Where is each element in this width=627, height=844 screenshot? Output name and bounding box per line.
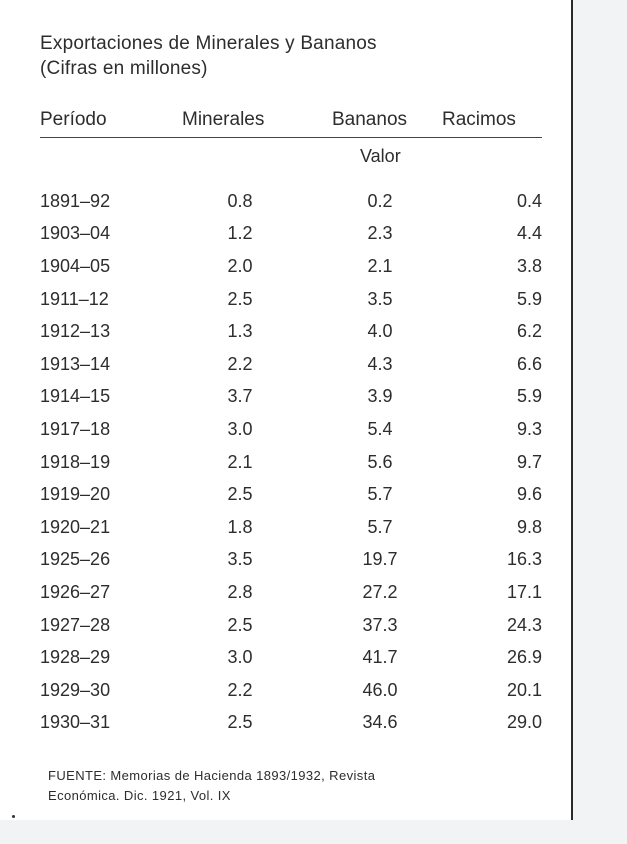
header-period: Período	[40, 109, 107, 130]
cell-period: 1917–18	[40, 418, 111, 439]
cell-bananas: 2.1	[367, 255, 393, 276]
cell-bananas: 19.7	[362, 549, 398, 570]
table-title	[40, 31, 377, 81]
cell-minerals: 2.5	[227, 712, 253, 733]
table-row	[40, 348, 542, 381]
cell-bunches: 17.1	[506, 581, 542, 602]
cell-bananas: 5.7	[367, 484, 393, 505]
stray-dot	[12, 815, 15, 818]
cell-minerals: 2.5	[227, 484, 253, 505]
cell-minerals: 2.5	[227, 614, 253, 635]
cell-bananas: 37.3	[362, 614, 398, 635]
cell-bunches: 6.2	[516, 321, 542, 342]
table-row	[40, 576, 542, 609]
cell-bananas: 34.6	[362, 712, 398, 733]
cell-period: 1913–14	[40, 353, 111, 374]
cell-period: 1927–28	[40, 614, 111, 635]
cell-minerals: 3.0	[227, 418, 253, 439]
cell-period: 1914–15	[40, 386, 111, 407]
cell-period: 1928–29	[40, 647, 111, 668]
cell-period: 1929–30	[40, 679, 111, 700]
header-bananas: Bananos	[332, 109, 408, 130]
cell-minerals: 2.0	[227, 255, 253, 276]
cell-period: 1891–92	[40, 190, 111, 211]
table-row	[40, 544, 542, 577]
cell-period: 1930–31	[40, 712, 111, 733]
cell-bunches: 9.8	[516, 516, 542, 537]
table-row	[40, 707, 542, 740]
cell-bunches: 9.7	[516, 451, 542, 472]
cell-minerals: 1.8	[227, 516, 253, 537]
cell-bunches: 29.0	[506, 712, 542, 733]
cell-bunches: 20.1	[506, 679, 542, 700]
cell-minerals: 2.5	[227, 288, 253, 309]
cell-period: 1904–05	[40, 255, 111, 276]
cell-bananas: 41.7	[362, 647, 398, 668]
cell-bunches: 9.3	[516, 418, 542, 439]
cell-bunches: 16.3	[506, 549, 542, 570]
cell-bananas: 4.3	[367, 353, 393, 374]
header-rule	[40, 137, 542, 138]
cell-minerals: 2.1	[227, 451, 253, 472]
cell-minerals: 1.3	[227, 321, 253, 342]
cell-bananas: 5.6	[367, 451, 393, 472]
cell-bananas: 5.7	[367, 516, 393, 537]
cell-bunches: 6.6	[516, 353, 542, 374]
cell-period: 1919–20	[40, 484, 111, 505]
source-line-1: FUENTE: Memorias de Hacienda 1893/1932, Revista	[48, 768, 376, 783]
cell-bunches: 5.9	[516, 386, 542, 407]
cell-bananas: 4.0	[367, 321, 393, 342]
source-line-2: Económica. Dic. 1921, Vol. IX	[48, 788, 231, 803]
cell-period: 1926–27	[40, 581, 111, 602]
cell-bananas: 3.5	[367, 288, 393, 309]
cell-period: 1912–13	[40, 321, 111, 342]
table-row	[40, 250, 542, 283]
cell-bananas: 0.2	[367, 190, 393, 211]
cell-bananas: 2.3	[367, 223, 393, 244]
cell-minerals: 1.2	[227, 223, 253, 244]
table-row	[40, 609, 542, 642]
title-line-1: Exportaciones de Minerales y Bananos	[40, 33, 377, 54]
header-minerals: Minerales	[182, 109, 265, 130]
exports-table-body	[40, 185, 542, 739]
cell-bunches: 9.6	[516, 484, 542, 505]
title-line-2: (Cifras en millones)	[40, 58, 208, 79]
cell-minerals: 3.0	[227, 647, 253, 668]
cell-minerals: 3.7	[227, 386, 253, 407]
cell-minerals: 3.5	[227, 549, 253, 570]
cell-period: 1918–19	[40, 451, 111, 472]
table-row	[40, 478, 542, 511]
source-note	[48, 766, 548, 806]
cell-bunches: 4.4	[516, 223, 542, 244]
table-row	[40, 446, 542, 479]
cell-period: 1920–21	[40, 516, 111, 537]
table-row	[40, 381, 542, 414]
table-row	[40, 185, 542, 218]
table-row	[40, 315, 542, 348]
cell-minerals: 0.8	[227, 190, 253, 211]
cell-period: 1911–12	[40, 288, 109, 309]
cell-bunches: 24.3	[506, 614, 542, 635]
cell-period: 1903–04	[40, 223, 111, 244]
header-bunches: Racimos	[442, 109, 516, 130]
cell-bunches: 5.9	[516, 288, 542, 309]
table-row	[40, 283, 542, 316]
table-row	[40, 218, 542, 251]
exports-table	[40, 185, 542, 739]
cell-bananas: 3.9	[367, 386, 393, 407]
cell-minerals: 2.8	[227, 581, 253, 602]
cell-bananas: 5.4	[367, 418, 393, 439]
cell-minerals: 2.2	[227, 353, 253, 374]
table-row	[40, 674, 542, 707]
table-row	[40, 413, 542, 446]
cell-bananas: 46.0	[362, 679, 398, 700]
cell-minerals: 2.2	[227, 679, 253, 700]
table-row	[40, 641, 542, 674]
cell-bunches: 3.8	[516, 255, 542, 276]
table-row	[40, 511, 542, 544]
cell-period: 1925–26	[40, 549, 111, 570]
cell-bunches: 0.4	[516, 190, 542, 211]
header-subtitle-value: Valor	[360, 146, 401, 166]
cell-bunches: 26.9	[506, 647, 542, 668]
cell-bananas: 27.2	[362, 581, 398, 602]
